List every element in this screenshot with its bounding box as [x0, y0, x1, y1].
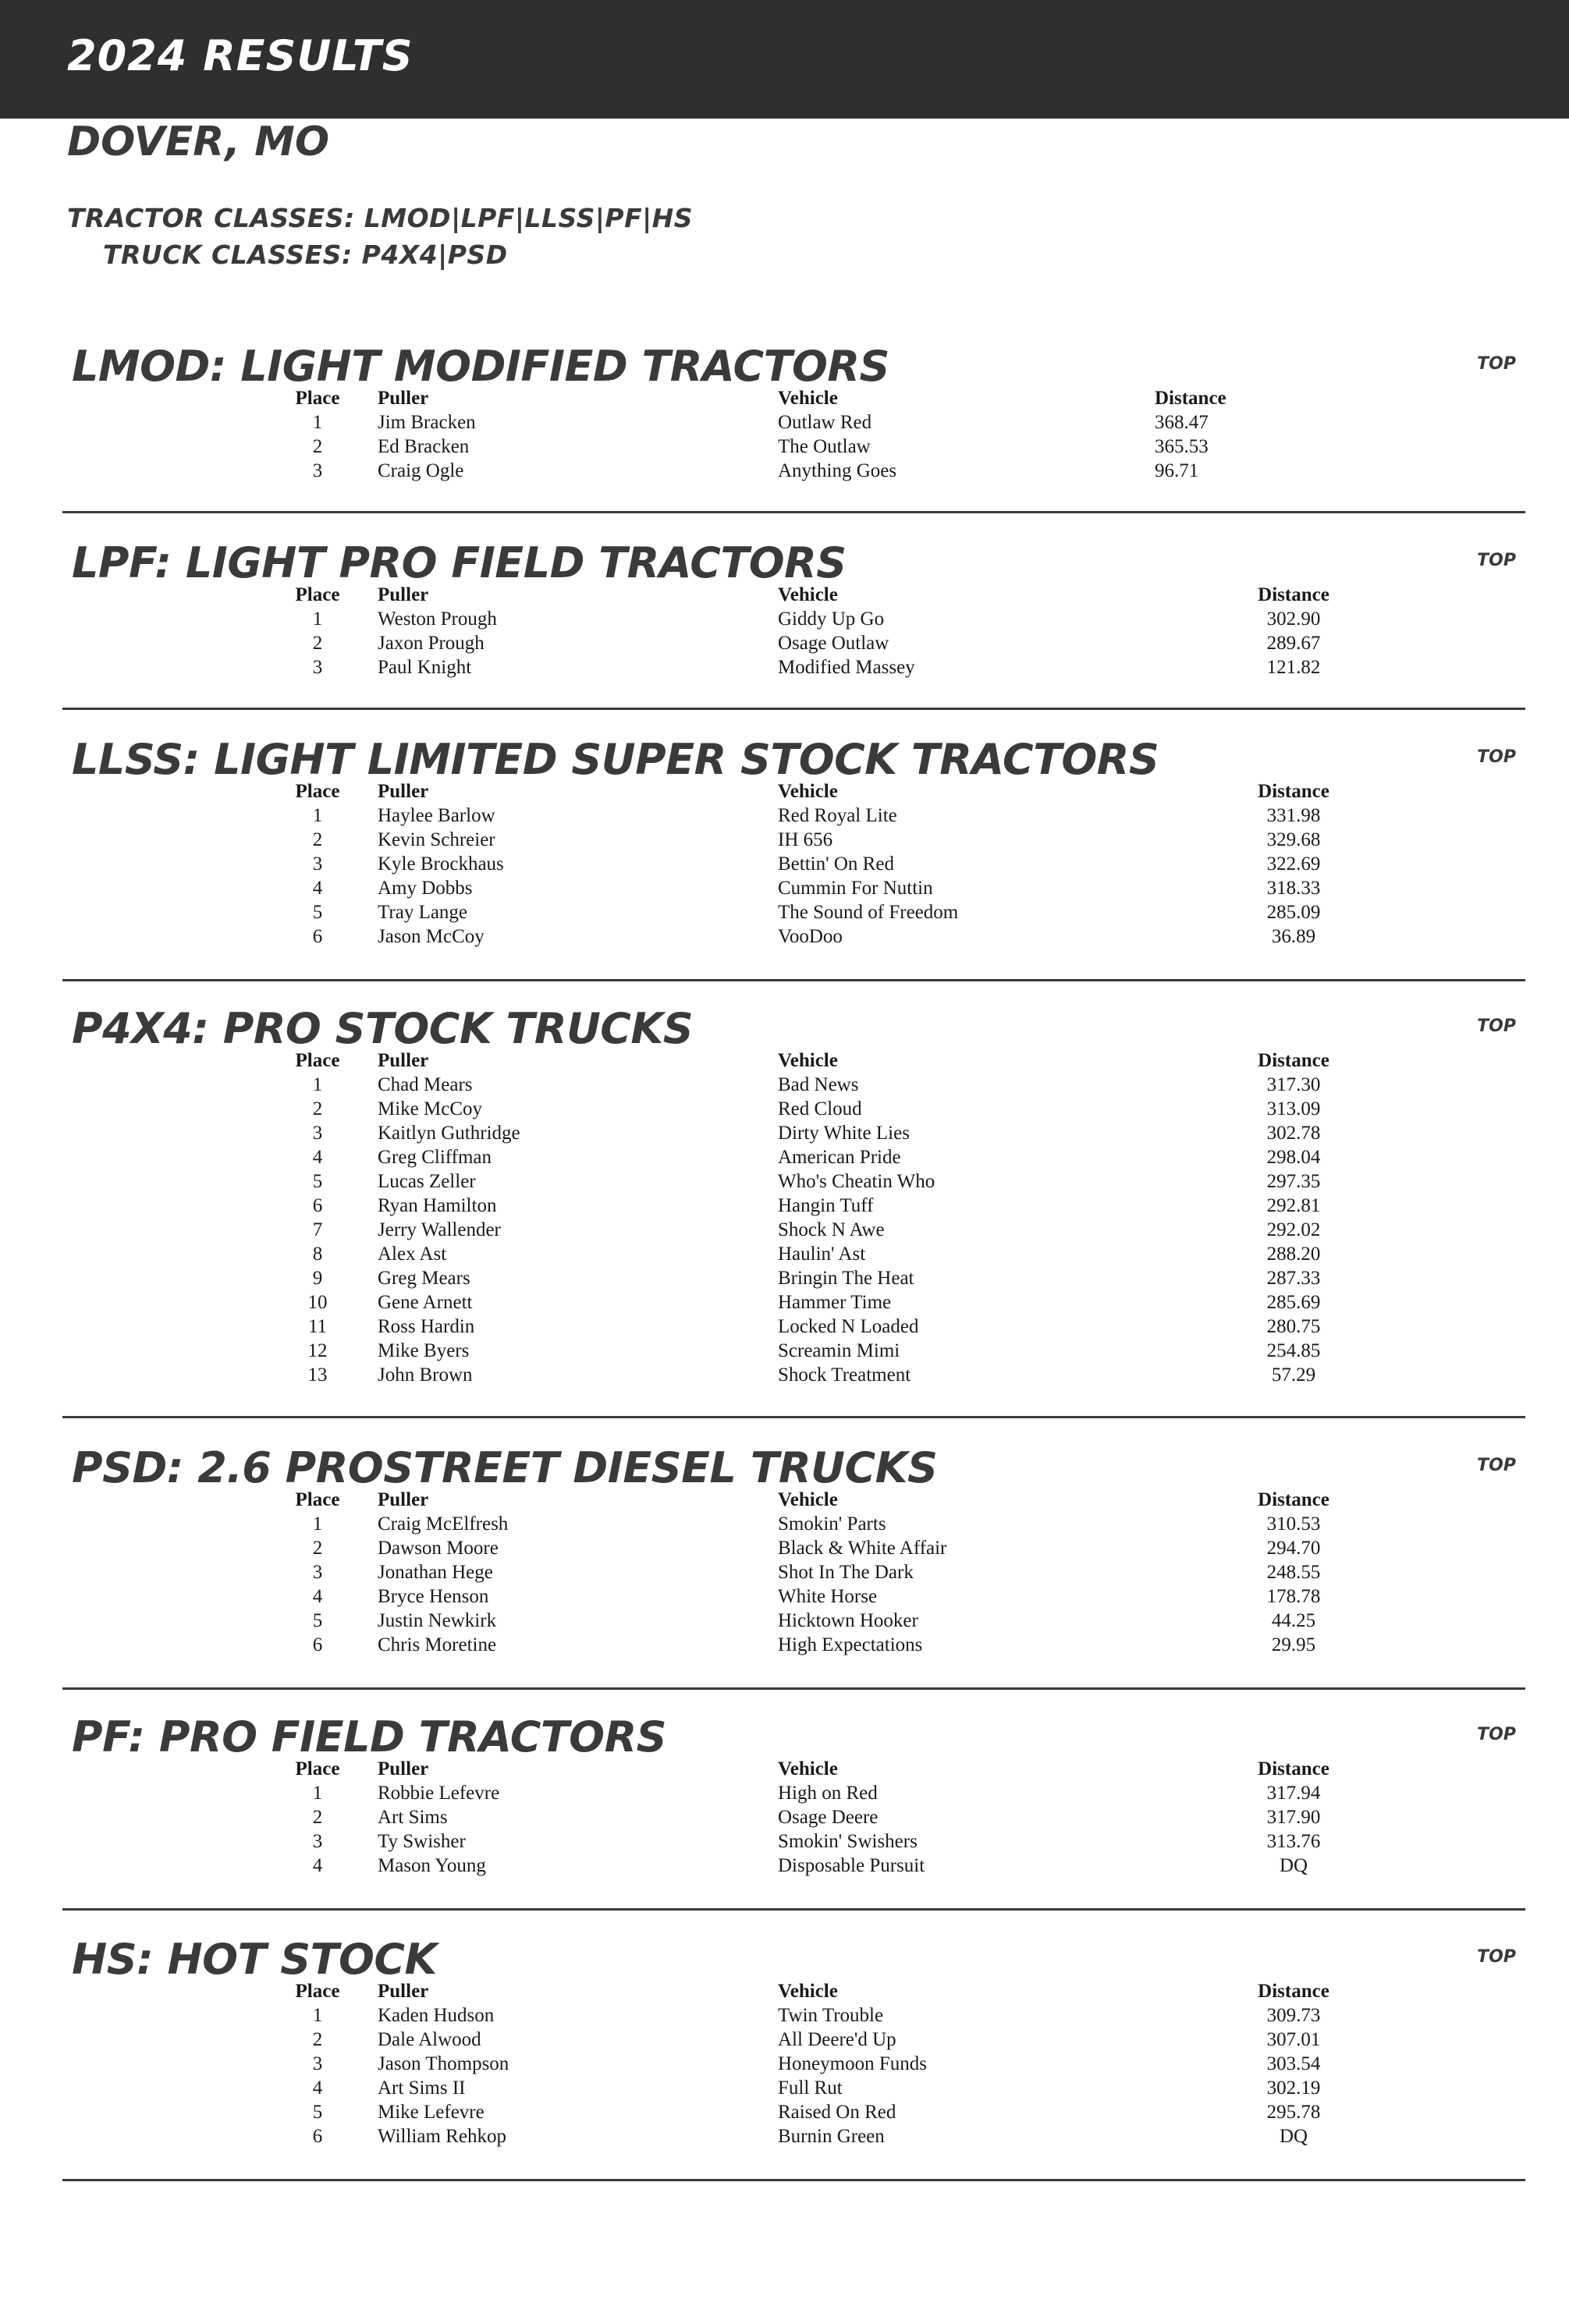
cell-distance: 302.19 — [1266, 2077, 1321, 2099]
cell-distance: 318.33 — [1266, 878, 1321, 899]
cell-puller: Kevin Schreier — [378, 829, 495, 850]
cell-puller: Greg Mears — [378, 1268, 470, 1289]
back-to-top-link[interactable]: TOP — [1477, 1947, 1516, 1967]
cell-distance: 302.90 — [1266, 608, 1321, 630]
column-header-vehicle: Vehicle — [778, 1489, 838, 1510]
cell-place: 2 — [312, 436, 323, 457]
cell-distance: 280.75 — [1266, 1316, 1321, 1337]
cell-place: 4 — [312, 2077, 323, 2099]
section-heading: LMOD: LIGHT MODIFIED TRACTORS — [72, 342, 889, 391]
column-header-place: Place — [295, 584, 340, 605]
cell-vehicle: VooDoo — [778, 926, 843, 947]
cell-distance: 289.67 — [1266, 633, 1321, 654]
column-header-vehicle: Vehicle — [778, 1758, 838, 1779]
page-title: 2024 RESULTS — [67, 31, 414, 80]
cell-vehicle: Hicktown Hooker — [778, 1610, 918, 1631]
cell-distance: 302.78 — [1266, 1123, 1321, 1144]
cell-distance: 298.04 — [1266, 1147, 1321, 1168]
cell-vehicle: Osage Outlaw — [778, 633, 889, 654]
cell-place: 5 — [312, 2102, 323, 2123]
cell-distance: 57.29 — [1271, 1364, 1316, 1386]
cell-distance: 309.73 — [1266, 2005, 1321, 2026]
cell-vehicle: Osage Deere — [778, 1807, 879, 1828]
cell-distance: 248.55 — [1266, 1562, 1321, 1583]
cell-vehicle: Raised On Red — [778, 2102, 896, 2123]
column-header-vehicle: Vehicle — [778, 1050, 838, 1071]
cell-vehicle: Outlaw Red — [778, 412, 872, 433]
cell-vehicle: Smokin' Parts — [778, 1513, 886, 1535]
cell-place: 2 — [312, 633, 323, 654]
cell-puller: Chris Moretine — [378, 1634, 497, 1655]
cell-puller: Jason Thompson — [378, 2053, 509, 2074]
cell-puller: Kyle Brockhaus — [378, 853, 504, 875]
column-header-distance: Distance — [1258, 584, 1329, 605]
column-header-vehicle: Vehicle — [778, 388, 838, 409]
cell-vehicle: Dirty White Lies — [778, 1123, 910, 1144]
cell-vehicle: Shock Treatment — [778, 1364, 911, 1386]
cell-vehicle: Smokin' Swishers — [778, 1831, 918, 1852]
cell-place: 1 — [312, 412, 323, 433]
section-heading: HS: HOT STOCK — [72, 1935, 437, 1984]
cell-puller: William Rehkop — [378, 2126, 506, 2147]
cell-place: 3 — [312, 853, 323, 875]
cell-place: 4 — [312, 1855, 323, 1876]
cell-distance: 313.76 — [1266, 1831, 1321, 1852]
cell-vehicle: Shot In The Dark — [778, 1562, 914, 1583]
column-header-puller: Puller — [378, 1050, 429, 1071]
cell-vehicle: Burnin Green — [778, 2126, 885, 2147]
cell-puller: Greg Cliffman — [378, 1147, 492, 1168]
column-header-vehicle: Vehicle — [778, 1981, 838, 2002]
cell-place: 4 — [312, 1586, 323, 1607]
cell-distance: 310.53 — [1266, 1513, 1321, 1535]
cell-puller: Ed Bracken — [378, 436, 470, 457]
results-section — [62, 538, 1525, 710]
cell-place: 6 — [312, 1634, 323, 1655]
cell-place: 13 — [307, 1364, 328, 1386]
cell-puller: Kaden Hudson — [378, 2005, 495, 2026]
cell-puller: Alex Ast — [378, 1244, 447, 1265]
cell-distance: 317.94 — [1266, 1783, 1321, 1804]
cell-puller: Kaitlyn Guthridge — [378, 1123, 520, 1144]
column-header-vehicle: Vehicle — [778, 584, 838, 605]
header-bar — [0, 0, 1569, 119]
cell-place: 6 — [312, 2126, 323, 2147]
column-header-puller: Puller — [378, 584, 429, 605]
cell-place: 12 — [307, 1340, 328, 1361]
cell-puller: Jerry Wallender — [378, 1219, 501, 1240]
column-header-distance: Distance — [1258, 781, 1329, 802]
cell-puller: Mason Young — [378, 1855, 486, 1876]
cell-puller: Jason McCoy — [378, 926, 485, 947]
column-header-place: Place — [295, 781, 340, 802]
results-section — [62, 1004, 1525, 1418]
cell-puller: Justin Newkirk — [378, 1610, 497, 1631]
cell-place: 6 — [312, 926, 323, 947]
cell-puller: Ryan Hamilton — [378, 1195, 497, 1216]
cell-vehicle: Hangin Tuff — [778, 1195, 874, 1216]
cell-place: 11 — [307, 1316, 328, 1337]
cell-puller: Craig Ogle — [378, 460, 464, 481]
cell-puller: Robbie Lefevre — [378, 1783, 500, 1804]
cell-vehicle: Red Cloud — [778, 1098, 862, 1119]
column-header-distance: Distance — [1258, 1758, 1329, 1779]
results-section — [62, 1443, 1525, 1690]
cell-place: 2 — [312, 1538, 323, 1559]
cell-distance: 178.78 — [1266, 1586, 1321, 1607]
cell-place: 9 — [312, 1268, 323, 1289]
cell-distance: 313.09 — [1266, 1098, 1321, 1119]
column-header-puller: Puller — [378, 1758, 429, 1779]
cell-place: 4 — [312, 1147, 323, 1168]
cell-vehicle: Giddy Up Go — [778, 608, 885, 630]
section-heading: LPF: LIGHT PRO FIELD TRACTORS — [72, 538, 847, 587]
cell-vehicle: Twin Trouble — [778, 2005, 884, 2026]
cell-place: 1 — [312, 2005, 323, 2026]
column-header-distance: Distance — [1155, 388, 1226, 409]
cell-place: 1 — [312, 1783, 323, 1804]
cell-vehicle: Bad News — [778, 1074, 859, 1095]
cell-puller: Mike McCoy — [378, 1098, 483, 1119]
cell-puller: Paul Knight — [378, 657, 472, 678]
cell-puller: Art Sims II — [378, 2077, 466, 2099]
cell-puller: Lucas Zeller — [378, 1171, 476, 1192]
section-heading: PSD: 2.6 PROSTREET DIESEL TRUCKS — [72, 1443, 938, 1492]
column-header-puller: Puller — [378, 1981, 429, 2002]
section-heading: PF: PRO FIELD TRACTORS — [72, 1712, 667, 1762]
cell-puller: Ty Swisher — [378, 1831, 466, 1852]
cell-distance: 292.02 — [1266, 1219, 1321, 1240]
cell-distance: 297.35 — [1266, 1171, 1321, 1192]
section-heading: LLSS: LIGHT LIMITED SUPER STOCK TRACTORS — [72, 735, 1159, 784]
cell-vehicle: Full Rut — [778, 2077, 843, 2099]
cell-vehicle: American Pride — [778, 1147, 901, 1168]
cell-vehicle: The Outlaw — [778, 436, 871, 457]
cell-distance: 317.90 — [1266, 1807, 1321, 1828]
cell-vehicle: Hammer Time — [778, 1292, 892, 1313]
column-header-place: Place — [295, 1981, 340, 2002]
cell-vehicle: Honeymoon Funds — [778, 2053, 927, 2074]
section-heading: P4X4: PRO STOCK TRUCKS — [72, 1004, 694, 1053]
cell-vehicle: Bettin' On Red — [778, 853, 894, 875]
cell-distance: 285.69 — [1266, 1292, 1321, 1313]
cell-distance: 307.01 — [1266, 2029, 1321, 2050]
cell-puller: Bryce Henson — [378, 1586, 489, 1607]
cell-distance: 44.25 — [1271, 1610, 1316, 1631]
cell-vehicle: Who's Cheatin Who — [778, 1171, 935, 1192]
cell-vehicle: Screamin Mimi — [778, 1340, 900, 1361]
cell-distance: 36.89 — [1271, 926, 1316, 947]
cell-distance: 303.54 — [1266, 2053, 1321, 2074]
cell-place: 7 — [312, 1219, 323, 1240]
cell-vehicle: IH 656 — [778, 829, 833, 850]
cell-distance: 288.20 — [1266, 1244, 1321, 1265]
cell-puller: Weston Prough — [378, 608, 497, 630]
cell-puller: Amy Dobbs — [378, 878, 473, 899]
cell-vehicle: Red Royal Lite — [778, 805, 897, 826]
cell-puller: Jonathan Hege — [378, 1562, 493, 1583]
cell-distance: 322.69 — [1266, 853, 1321, 875]
tractor-class-list: TRACTOR CLASSES: LMOD|LPF|LLSS|PF|HS — [67, 203, 694, 233]
column-header-place: Place — [295, 1758, 340, 1779]
cell-vehicle: All Deere'd Up — [778, 2029, 896, 2050]
cell-place: 3 — [312, 657, 323, 678]
cell-distance: 368.47 — [1155, 412, 1209, 433]
column-header-place: Place — [295, 1050, 340, 1071]
cell-distance: 254.85 — [1266, 1340, 1321, 1361]
cell-place: 3 — [312, 1562, 323, 1583]
results-section — [62, 735, 1525, 981]
cell-distance: 365.53 — [1155, 436, 1209, 457]
cell-place: 1 — [312, 805, 323, 826]
column-header-puller: Puller — [378, 388, 429, 409]
cell-place: 10 — [307, 1292, 328, 1313]
cell-distance: 294.70 — [1266, 1538, 1321, 1559]
column-header-distance: Distance — [1258, 1981, 1329, 2002]
cell-place: 4 — [312, 878, 323, 899]
cell-place: 6 — [312, 1195, 323, 1216]
cell-puller: Jaxon Prough — [378, 633, 485, 654]
cell-place: 3 — [312, 460, 323, 481]
cell-vehicle: High on Red — [778, 1783, 878, 1804]
cell-distance: 329.68 — [1266, 829, 1321, 850]
cell-place: 1 — [312, 1074, 323, 1095]
event-location: DOVER, MO — [67, 119, 330, 165]
cell-puller: Gene Arnett — [378, 1292, 473, 1313]
cell-vehicle: Anything Goes — [778, 460, 897, 481]
cell-distance: 287.33 — [1266, 1268, 1321, 1289]
back-to-top-link[interactable]: TOP — [1477, 747, 1516, 767]
cell-distance: 331.98 — [1266, 805, 1321, 826]
column-header-distance: Distance — [1258, 1489, 1329, 1510]
cell-place: 2 — [312, 829, 323, 850]
back-to-top-link[interactable]: TOP — [1477, 1456, 1516, 1475]
cell-vehicle: Modified Massey — [778, 657, 915, 678]
cell-place: 2 — [312, 2029, 323, 2050]
cell-puller: Art Sims — [378, 1807, 448, 1828]
results-section — [62, 1935, 1525, 2181]
cell-vehicle: Disposable Pursuit — [778, 1855, 925, 1876]
cell-place: 3 — [312, 1123, 323, 1144]
cell-place: 2 — [312, 1098, 323, 1119]
column-header-puller: Puller — [378, 1489, 429, 1510]
cell-distance: 96.71 — [1155, 460, 1199, 481]
cell-vehicle: The Sound of Freedom — [778, 902, 959, 923]
back-to-top-link[interactable]: TOP — [1477, 551, 1516, 570]
column-header-puller: Puller — [378, 781, 429, 802]
cell-puller: Dale Alwood — [378, 2029, 481, 2050]
cell-vehicle: Haulin' Ast — [778, 1244, 866, 1265]
cell-puller: Dawson Moore — [378, 1538, 499, 1559]
back-to-top-link[interactable]: TOP — [1477, 354, 1516, 374]
cell-distance: 121.82 — [1266, 657, 1321, 678]
back-to-top-link[interactable]: TOP — [1477, 1725, 1516, 1744]
cell-puller: Mike Byers — [378, 1340, 470, 1361]
cell-place: 3 — [312, 2053, 323, 2074]
cell-distance: DQ — [1279, 2126, 1308, 2147]
cell-puller: Craig McElfresh — [378, 1513, 509, 1535]
cell-place: 5 — [312, 1171, 323, 1192]
cell-vehicle: Black & White Affair — [778, 1538, 947, 1559]
results-section — [62, 1712, 1525, 1911]
cell-vehicle: Cummin For Nuttin — [778, 878, 933, 899]
column-header-vehicle: Vehicle — [778, 781, 838, 802]
column-header-place: Place — [295, 1489, 340, 1510]
cell-vehicle: High Expectations — [778, 1634, 923, 1655]
cell-vehicle: Locked N Loaded — [778, 1316, 919, 1337]
cell-distance: DQ — [1279, 1855, 1308, 1876]
cell-place: 2 — [312, 1807, 323, 1828]
cell-puller: John Brown — [378, 1364, 473, 1386]
cell-distance: 29.95 — [1271, 1634, 1316, 1655]
cell-place: 1 — [312, 1513, 323, 1535]
cell-place: 1 — [312, 608, 323, 630]
truck-class-list: TRUCK CLASSES: P4X4|PSD — [103, 239, 508, 270]
results-section — [62, 342, 1525, 513]
cell-vehicle: White Horse — [778, 1586, 878, 1607]
cell-puller: Haylee Barlow — [378, 805, 495, 826]
cell-puller: Chad Mears — [378, 1074, 473, 1095]
column-header-place: Place — [295, 388, 340, 409]
cell-puller: Tray Lange — [378, 902, 468, 923]
cell-puller: Ross Hardin — [378, 1316, 475, 1337]
back-to-top-link[interactable]: TOP — [1477, 1017, 1516, 1036]
cell-puller: Mike Lefevre — [378, 2102, 485, 2123]
cell-distance: 295.78 — [1266, 2102, 1321, 2123]
cell-distance: 292.81 — [1266, 1195, 1321, 1216]
cell-vehicle: Bringin The Heat — [778, 1268, 914, 1289]
cell-distance: 317.30 — [1266, 1074, 1321, 1095]
cell-vehicle: Shock N Awe — [778, 1219, 885, 1240]
cell-place: 5 — [312, 902, 323, 923]
cell-place: 5 — [312, 1610, 323, 1631]
cell-place: 3 — [312, 1831, 323, 1852]
column-header-distance: Distance — [1258, 1050, 1329, 1071]
cell-place: 8 — [312, 1244, 323, 1265]
cell-puller: Jim Bracken — [378, 412, 476, 433]
cell-distance: 285.09 — [1266, 902, 1321, 923]
